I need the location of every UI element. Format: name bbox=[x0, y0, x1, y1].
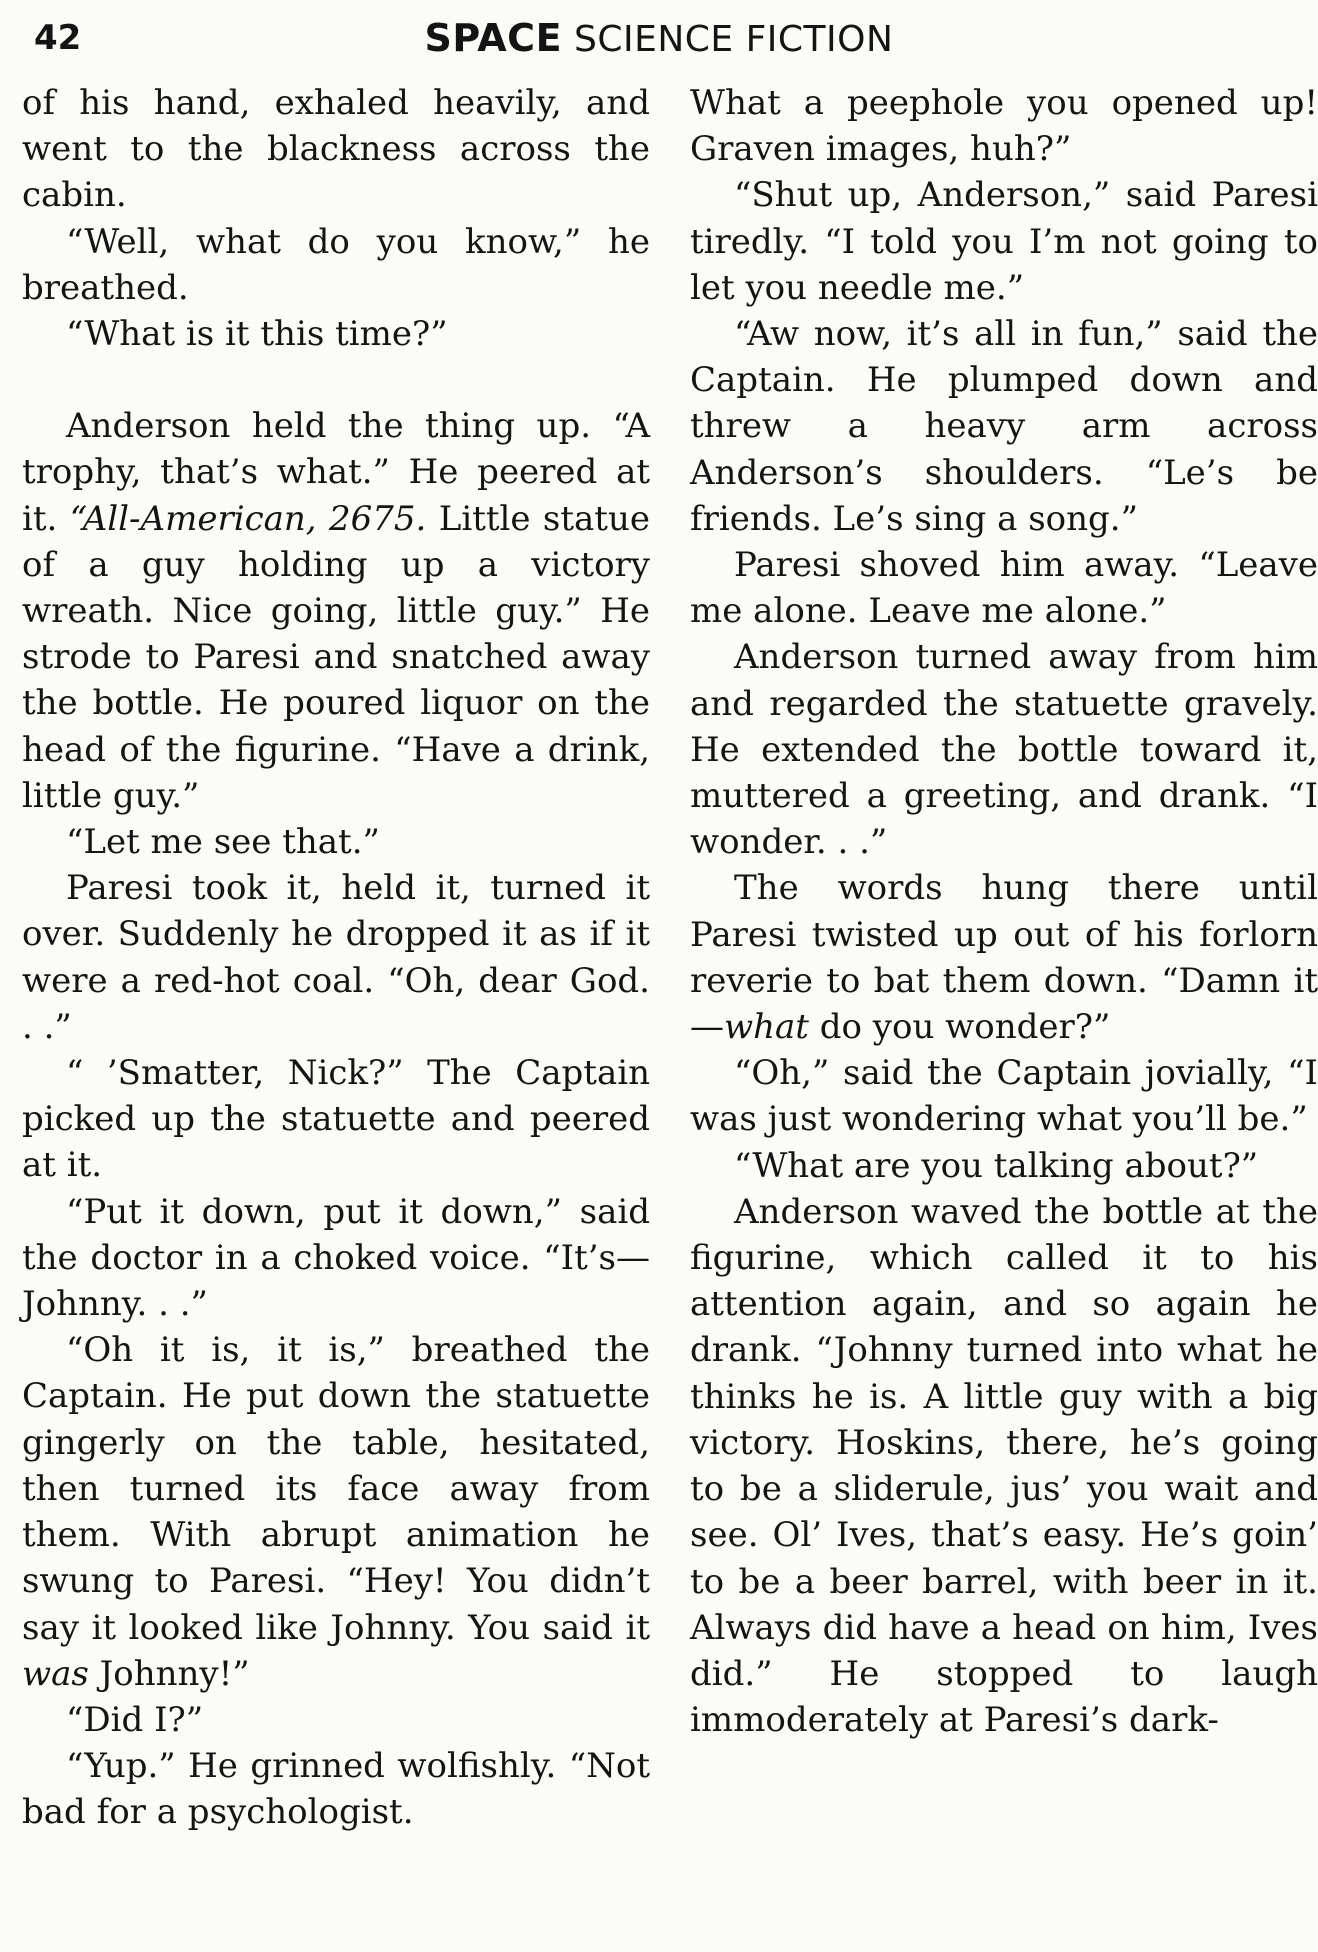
paragraph: “What are you talking about?” bbox=[734, 1145, 1259, 1186]
paragraph-text: Johnny!” bbox=[88, 1653, 250, 1694]
paragraph: “Shut up, Anderson,” said Paresi tiredly. “I told you I’m not going to let you needle me.” bbox=[690, 175, 1318, 308]
paragraph: Paresi shoved him away. “Leave me alone. Leave me alone.” bbox=[690, 545, 1318, 632]
paragraph: “Let me see that.” bbox=[66, 822, 380, 863]
emphasis-text: was bbox=[22, 1653, 89, 1694]
paragraph-text: The words hung there until Paresi twisted up out of his forlorn reverie to bat them down. “Damn it— bbox=[690, 868, 1318, 1048]
paragraph: What a peephole you opened up! Graven images, huh?” bbox=[690, 83, 1318, 170]
paragraph: “Well, what do you know,” he breathed. bbox=[22, 221, 650, 308]
running-title bbox=[0, 16, 1318, 60]
page-header bbox=[0, 14, 1318, 74]
paragraph: Anderson turned away from him and regarded the statuette gravely. He extended the bottle toward it, muttered a greeting, and drank. “I wonder. . .” bbox=[690, 637, 1318, 863]
right-column bbox=[690, 80, 1318, 1743]
paragraph bbox=[690, 865, 1318, 1050]
paragraph: “Aw now, it’s all in fun,” said the Captain. He plumped down and threw a heavy arm across Anderson’s shoulders. “Le’s be friends. Le’s sing a song.” bbox=[690, 314, 1318, 539]
paragraph: “ ’Smatter, Nick?” The Captain picked up the statuette and peered at it. bbox=[22, 1053, 650, 1186]
paragraph-text: Anderson held the thing up. “A trophy, that’s what.” He peered at it. bbox=[22, 406, 650, 539]
running-title-bold: SPACE bbox=[424, 16, 563, 60]
paragraph: “Did I?” bbox=[66, 1699, 204, 1740]
paragraph: Anderson waved the bottle at the figurine, which called it to his attention again, and so again he drank. “Johnny turned into what he thinks he is. A little guy with a big victory. Hoskins, there, he’s going to be a sliderule, jus’ you wait and see. Ol’ Ives, that’s easy. He’s goin’ to be a beer barrel, with beer in it. Always did have a head on him, Ives did.” He stopped to laugh immoderately at Paresi’s dark- bbox=[690, 1191, 1318, 1741]
paragraph-text: Little statue of a guy holding up a victory wreath. Nice going, little guy.” He strode to Paresi and snatched away the bottle. He poured liquor on the head of the figurine. “Have a drink, little guy.” bbox=[22, 498, 650, 816]
paragraph: “Yup.” He grinned wolfishly. “Not bad for a psychologist. bbox=[22, 1746, 650, 1833]
paragraph bbox=[22, 403, 650, 819]
paragraph-text: “Oh it is, it is,” breathed the Captain. He put down the statuette gingerly on the table, hesitated, then turned its face away from them. With abrupt animation he swung to Paresi. “Hey! You didn’t say it looked like Johnny. You said it bbox=[22, 1330, 650, 1648]
paragraph bbox=[22, 1327, 650, 1697]
paragraph: of his hand, exhaled heavily, and went to the blackness across the cabin. bbox=[22, 83, 650, 216]
paragraph: Paresi took it, held it, turned it over. Suddenly he dropped it as if it were a red-hot coal. “Oh, dear God. . .” bbox=[22, 868, 650, 1047]
paragraph: “Put it down, put it down,” said the doctor in a choked voice. “It’s—Johnny. . .” bbox=[22, 1191, 650, 1325]
left-column bbox=[22, 80, 650, 1836]
page-number: 42 bbox=[34, 18, 82, 58]
emphasis-text: “All-American, 2675. bbox=[69, 498, 427, 539]
paragraph: “What is it this time?” bbox=[66, 314, 448, 355]
emphasis-text: what bbox=[724, 1007, 809, 1048]
running-title-rest: SCIENCE FICTION bbox=[562, 19, 894, 60]
paragraph: “Oh,” said the Captain jovially, “I was just wondering what you’ll be.” bbox=[690, 1053, 1318, 1140]
paragraph-text: do you wonder?” bbox=[808, 1007, 1111, 1048]
